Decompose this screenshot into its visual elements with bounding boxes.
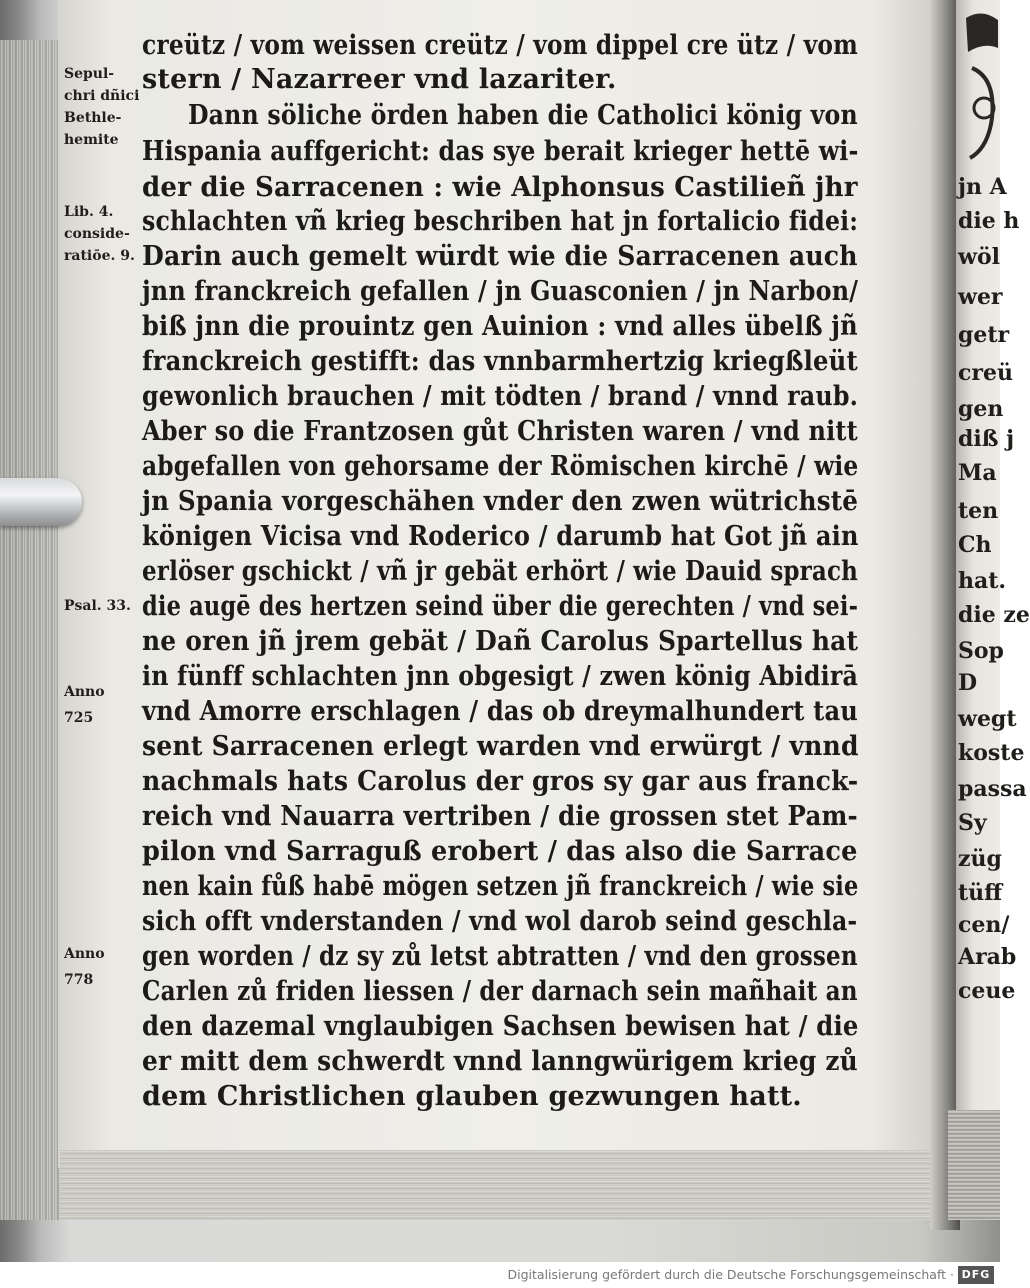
text-line: den dazemal vnglaubigen Sachsen bewisen hat / die xyxy=(142,1011,859,1042)
text-line: vnd Amorre erschlagen / das ob dreymalhundert tau xyxy=(142,696,859,727)
text-line: biß jnn die prouintz gen Auinion : vnd alles übelß jñ xyxy=(142,311,858,342)
text-line: schlachten vñ krieg beschriben hat jn fortalicio fidei: xyxy=(142,206,859,237)
margin-note: Anno xyxy=(64,684,105,700)
text-line: ne oren jñ jrem gebät / Dañ Carolus Spartellus hat xyxy=(142,626,859,657)
right-page-fragment: wöl xyxy=(958,244,1000,270)
right-page-fragment: Sy xyxy=(958,810,987,836)
margin-note: hemite xyxy=(64,132,119,148)
margin-note: Sepul- xyxy=(64,66,115,82)
right-page-fragment: Ch xyxy=(958,532,992,558)
margin-note: 778 xyxy=(64,972,94,988)
margin-note: Psal. 33. xyxy=(64,598,131,614)
text-line: creütz / vom weissen creütz / vom dippel cre ütz / vom xyxy=(142,30,858,61)
right-page-fragment: passa xyxy=(958,776,1027,802)
text-line: gen worden / dz sy zů letst abtratten / vnd den grossen xyxy=(142,941,858,972)
text-line: königen Vicisa vnd Roderico / darumb hat Got jñ ain xyxy=(142,521,859,552)
woodcut-ornament-icon xyxy=(962,8,1000,178)
text-line: jn Spania vorgeschähen vnder den zwen wütrichstē xyxy=(142,486,859,517)
text-line: abgefallen von gehorsame der Römischen kirchē / wie xyxy=(142,451,859,482)
right-page-edges xyxy=(948,1110,1000,1220)
right-page-fragment: cen/ xyxy=(958,912,1010,938)
text-line: er mitt dem schwerdt vnnd lanngwürigem krieg zů xyxy=(142,1046,858,1077)
right-page-fragment: gen xyxy=(958,396,1004,422)
right-page-fragment: die h xyxy=(958,208,1020,234)
text-line: erlöser gschickt / vñ jr gebät erhört / wie Dauid sprach xyxy=(142,556,859,587)
right-page-fragment: creü xyxy=(958,360,1013,386)
right-page-fragment: Ma xyxy=(958,460,997,486)
text-line: franckreich gestifft: das vnnbarmhertzig kriegßleüt xyxy=(142,346,858,377)
right-page-fragment: züg xyxy=(958,846,1002,872)
right-page-fragment: jn A xyxy=(958,174,1007,200)
text-line: Aber so die Frantzosen gůt Christen waren / vnd nitt xyxy=(142,416,858,447)
text-line: in fünff schlachten jnn obgesigt / zwen könig Abidirā xyxy=(142,661,859,692)
right-page-fragment: Arab xyxy=(958,944,1017,970)
right-page-fragment: wer xyxy=(958,284,1003,310)
text-line: sent Sarracenen erlegt warden vnd erwürgt / vnnd xyxy=(142,731,859,762)
text-line: Darin auch gemelt würdt wie die Sarracenen auch xyxy=(142,241,858,272)
text-line: gewonlich brauchen / mit tödten / brand / vnnd raub. xyxy=(142,381,859,412)
right-page-fragment: D xyxy=(958,670,978,696)
right-page-fragment: Sop xyxy=(958,638,1004,664)
right-page-fragment: diß j xyxy=(958,426,1015,452)
text-line: pilon vnd Sarraguß erobert / das also die Sarrace xyxy=(142,836,858,867)
margin-note: 725 xyxy=(64,710,94,726)
right-page-fragment: hat. xyxy=(958,568,1007,594)
text-line: dem Christlichen glauben gezwungen hatt. xyxy=(142,1081,802,1112)
footer-bar xyxy=(0,1262,1000,1288)
margin-note: Anno xyxy=(64,946,105,962)
text-line: die augē des hertzen seind über die gerechten / vnd sei- xyxy=(142,591,859,622)
right-page-fragment: ten xyxy=(958,498,999,524)
right-page-fragment: wegt xyxy=(958,706,1017,732)
page-stack-bottom xyxy=(60,1150,940,1220)
text-line: sich offt vnderstanden / vnd wol darob seind geschla- xyxy=(142,906,858,937)
text-line: Hispania auffgericht: das sye berait krieger hettē wi- xyxy=(142,136,859,167)
text-line: stern / Nazarreer vnd lazariter. xyxy=(142,64,617,95)
margin-note: conside- xyxy=(64,226,130,242)
text-line: jnn franckreich gefallen / jn Guasconien / jn Narbon/ xyxy=(142,276,859,307)
text-line: reich vnd Nauarra vertriben / die grossen stet Pam- xyxy=(142,801,858,832)
dfg-logo-icon: DFG xyxy=(958,1266,994,1284)
margin-note: Bethle- xyxy=(64,110,122,126)
right-page-fragment: koste xyxy=(958,740,1025,766)
right-page-fragment: getr xyxy=(958,322,1010,348)
text-line: nen kain fůß habē mögen setzen jñ franckreich / wie sie xyxy=(142,871,859,902)
margin-note: Lib. 4. xyxy=(64,204,114,220)
page-clip-holder xyxy=(0,478,82,526)
right-page-fragment: tüff xyxy=(958,880,1003,906)
text-line: Dann söliche örden haben die Catholici könig von xyxy=(188,100,858,131)
funding-credit: Digitalisierung gefördert durch die Deutsche Forschungsgemeinschaft · xyxy=(507,1267,954,1282)
right-page-fragment: die ze xyxy=(958,602,1030,628)
text-line: Carlen zů friden liessen / der darnach sein mañhait an xyxy=(142,976,858,1007)
margin-note: ratiōe. 9. xyxy=(64,248,135,264)
right-page-fragment: ceue xyxy=(958,978,1016,1004)
margin-note: chri dñici xyxy=(64,88,140,104)
text-line: der die Sarracenen : wie Alphonsus Castilieñ jhr xyxy=(142,172,858,203)
left-page-edges xyxy=(0,40,62,1220)
text-line: nachmals hats Carolus der gros sy gar aus franck- xyxy=(142,766,859,797)
